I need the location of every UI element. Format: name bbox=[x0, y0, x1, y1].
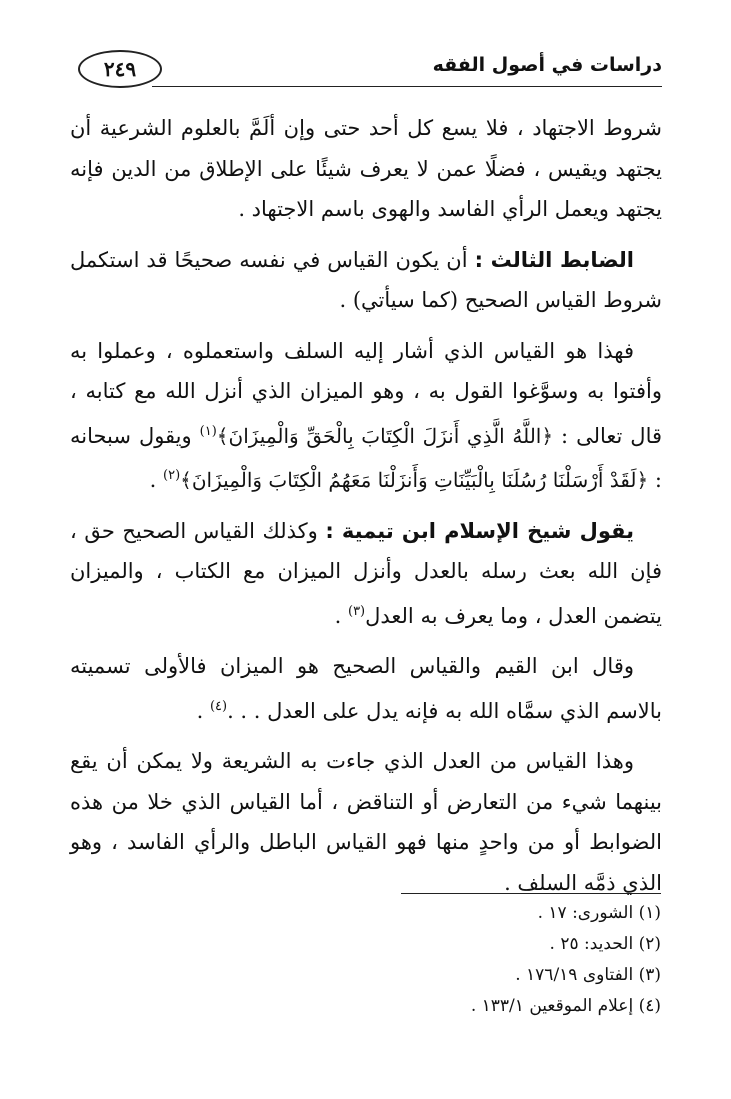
paragraph-text: فهذا هو القياس الذي أشار إليه السلف واستعملوه ، وعملوا به وأفتوا به وسوَّغوا القول به ، وهو الميزان الذي أنزل الله مع كتابه ، قال تعالى : bbox=[70, 338, 662, 448]
book-title: دراسات في أصول الفقه bbox=[432, 54, 662, 76]
footnote-item: (١) الشورى: ١٧ . bbox=[537, 903, 661, 923]
paragraph-1 bbox=[70, 108, 662, 230]
footnote-item: (٢) الحديد: ٢٥ . bbox=[549, 934, 661, 954]
paragraph-end: . bbox=[334, 603, 342, 628]
footnote-ref: (٢) bbox=[163, 468, 181, 483]
footnote-item: (٤) إعلام الموقعين ١٣٣/١ . bbox=[470, 996, 661, 1016]
header-divider bbox=[152, 86, 662, 87]
paragraph-6 bbox=[70, 741, 662, 903]
paragraph-2 bbox=[70, 240, 662, 321]
page-header bbox=[70, 48, 662, 92]
main-text bbox=[70, 108, 662, 913]
quran-quote: ﴿اللَّهُ الَّذِي أَنزَلَ الْكِتَابَ بِالْحَقِّ وَالْمِيزَانَ﴾ bbox=[216, 423, 554, 448]
paragraph-text: وكذلك القياس الصحيح حق ، فإن الله بعث رسله بالعدل وأنزل الميزان مع الكتاب ، والميزان يتضمن العدل ، وما يعرف به العدل bbox=[70, 518, 662, 628]
paragraph-text: أن يكون القياس في نفسه صحيحًا قد استكمل شروط القياس الصحيح (كما سيأتي) . bbox=[70, 247, 662, 312]
footnote-divider bbox=[401, 893, 661, 894]
paragraph-text: شروط الاجتهاد ، فلا يسع كل أحد حتى وإن ألَمَّ بالعلوم الشرعية أن يجتهد ويقيس ، فضلًا عمن لا يعرف شيئًا على الإطلاق من الدين فإنه يجتهد ويعمل الرأي الفاسد والهوى باسم الاجتهاد . bbox=[70, 116, 662, 221]
paragraph-lead: يقول شيخ الإسلام ابن تيمية : bbox=[325, 518, 634, 543]
page-number: ٢٤٩ bbox=[78, 50, 162, 88]
paragraph-5 bbox=[70, 646, 662, 731]
footnote-item: (٣) الفتاوى ١٧٦/١٩ . bbox=[515, 965, 661, 985]
paragraph-4 bbox=[70, 511, 662, 637]
footnote-ref: (٤) bbox=[209, 698, 228, 714]
paragraph-text: وهذا القياس من العدل الذي جاءت به الشريعة ولا يمكن أن يقع بينهما شيء من التعارض أو التناقض ، أما القياس الذي خلا من هذه الضوابط أو من واحدٍ منها فهو القياس الباطل والرأي الفاسد ، وهو الذي ذمَّه السلف . bbox=[70, 749, 662, 895]
paragraph-end: . bbox=[196, 698, 204, 723]
footnote-ref: (١) bbox=[199, 423, 217, 439]
paragraph-end: . bbox=[149, 468, 157, 492]
footnote-ref: (٣) bbox=[347, 603, 366, 619]
footnotes bbox=[261, 898, 661, 1022]
paragraph-3 bbox=[70, 331, 662, 501]
paragraph-text: وقال ابن القيم والقياس الصحيح هو الميزان فالأولى تسميته بالاسم الذي سمَّاه الله به فإنه يدل على العدل . . . bbox=[70, 654, 662, 723]
paragraph-lead: الضابط الثالث : bbox=[474, 247, 634, 272]
paragraph-text-mid: ويقول سبحانه : bbox=[70, 423, 662, 492]
quran-quote: ﴿لَقَدْ أَرْسَلْنَا رُسُلَنَا بِالْبَيِّنَاتِ وَأَنزَلْنَا مَعَهُمُ الْكِتَابَ وَالْمِيزَانَ﴾ bbox=[180, 468, 649, 492]
